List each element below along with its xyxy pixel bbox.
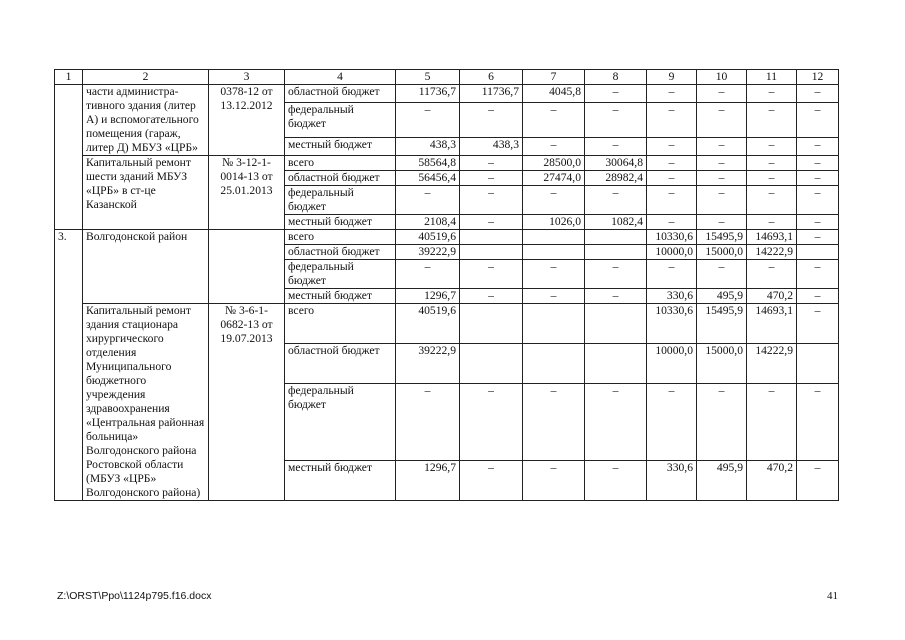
amount-cell: – bbox=[460, 289, 523, 304]
amount-cell: – bbox=[797, 186, 839, 215]
amount-cell: – bbox=[697, 260, 747, 289]
funding-source-cell: областной бюджет bbox=[285, 245, 396, 260]
amount-cell bbox=[523, 245, 585, 260]
funding-source-cell: местный бюджет bbox=[285, 461, 396, 501]
funding-source-cell: всего bbox=[285, 304, 396, 344]
amount-cell: 40519,6 bbox=[396, 230, 460, 245]
amount-cell: – bbox=[797, 461, 839, 501]
amount-cell: – bbox=[523, 103, 585, 138]
amount-cell: – bbox=[697, 85, 747, 103]
amount-cell: – bbox=[460, 260, 523, 289]
object-name-cell: Капитальный ремонт шести зданий МБУЗ «ЦРБ» в ст-це Казанской bbox=[83, 156, 209, 230]
amount-cell bbox=[523, 304, 585, 344]
page-number: 41 bbox=[827, 590, 838, 602]
amount-cell: – bbox=[585, 260, 647, 289]
funding-source-cell: федеральный бюджет bbox=[285, 383, 396, 460]
amount-cell: – bbox=[797, 137, 839, 155]
row-number-cell bbox=[55, 85, 83, 230]
footer-file-path: Z:\ORST\Ppo\1124p795.f16.docx bbox=[57, 590, 212, 602]
amount-cell bbox=[797, 245, 839, 260]
amount-cell: – bbox=[747, 383, 797, 460]
amount-cell: – bbox=[747, 171, 797, 186]
amount-cell: – bbox=[585, 461, 647, 501]
amount-cell: – bbox=[697, 103, 747, 138]
budget-table bbox=[54, 69, 839, 501]
funding-source-cell: федеральный бюджет bbox=[285, 103, 396, 138]
amount-cell: – bbox=[460, 171, 523, 186]
amount-cell: – bbox=[585, 289, 647, 304]
col-header: 2 bbox=[83, 70, 209, 85]
amount-cell: – bbox=[523, 289, 585, 304]
amount-cell: 1082,4 bbox=[585, 215, 647, 230]
object-name-cell: части администра-тивного здания (литер А) и вспомогательного помещения (гараж, литер Д) МБУЗ «ЦРБ» bbox=[83, 85, 209, 156]
amount-cell: 495,9 bbox=[697, 289, 747, 304]
amount-cell: – bbox=[523, 383, 585, 460]
amount-cell: – bbox=[523, 137, 585, 155]
amount-cell: 330,6 bbox=[647, 289, 697, 304]
amount-cell: 1296,7 bbox=[396, 461, 460, 501]
amount-cell: – bbox=[797, 156, 839, 171]
amount-cell: 4045,8 bbox=[523, 85, 585, 103]
amount-cell: – bbox=[460, 156, 523, 171]
table-row bbox=[55, 304, 839, 344]
amount-cell: – bbox=[747, 85, 797, 103]
funding-source-cell: всего bbox=[285, 156, 396, 171]
funding-source-cell: областной бюджет bbox=[285, 171, 396, 186]
col-header: 10 bbox=[697, 70, 747, 85]
amount-cell bbox=[460, 245, 523, 260]
amount-cell: 470,2 bbox=[747, 461, 797, 501]
amount-cell: 2108,4 bbox=[396, 215, 460, 230]
amount-cell: 1296,7 bbox=[396, 289, 460, 304]
amount-cell: 28982,4 bbox=[585, 171, 647, 186]
amount-cell: 14222,9 bbox=[747, 245, 797, 260]
amount-cell: 39222,9 bbox=[396, 343, 460, 383]
amount-cell bbox=[523, 343, 585, 383]
amount-cell: 10330,6 bbox=[647, 304, 697, 344]
col-header: 1 bbox=[55, 70, 83, 85]
amount-cell: – bbox=[647, 260, 697, 289]
amount-cell: – bbox=[396, 103, 460, 138]
amount-cell: – bbox=[523, 461, 585, 501]
expertise-number-cell: 0378-12 от 13.12.2012 bbox=[209, 85, 285, 156]
amount-cell: 10330,6 bbox=[647, 230, 697, 245]
amount-cell: – bbox=[797, 103, 839, 138]
amount-cell: 14693,1 bbox=[747, 304, 797, 344]
amount-cell: – bbox=[747, 215, 797, 230]
amount-cell: – bbox=[460, 103, 523, 138]
amount-cell: 14693,1 bbox=[747, 230, 797, 245]
amount-cell: – bbox=[747, 103, 797, 138]
amount-cell: 10000,0 bbox=[647, 245, 697, 260]
amount-cell: 10000,0 bbox=[647, 343, 697, 383]
amount-cell: 470,2 bbox=[747, 289, 797, 304]
amount-cell: 28500,0 bbox=[523, 156, 585, 171]
amount-cell: 58564,8 bbox=[396, 156, 460, 171]
amount-cell: 438,3 bbox=[460, 137, 523, 155]
amount-cell bbox=[460, 230, 523, 245]
amount-cell bbox=[585, 230, 647, 245]
col-header: 8 bbox=[585, 70, 647, 85]
col-header: 3 bbox=[209, 70, 285, 85]
amount-cell: – bbox=[647, 103, 697, 138]
table-row bbox=[55, 85, 839, 103]
amount-cell: – bbox=[460, 186, 523, 215]
amount-cell: – bbox=[797, 171, 839, 186]
amount-cell: – bbox=[797, 260, 839, 289]
amount-cell: 330,6 bbox=[647, 461, 697, 501]
amount-cell: 27474,0 bbox=[523, 171, 585, 186]
amount-cell: – bbox=[647, 171, 697, 186]
amount-cell: – bbox=[797, 383, 839, 460]
amount-cell: – bbox=[585, 186, 647, 215]
table-row bbox=[55, 156, 839, 171]
expertise-number-cell: № 3-12-1-0014-13 от 25.01.2013 bbox=[209, 156, 285, 230]
amount-cell: – bbox=[697, 383, 747, 460]
amount-cell bbox=[797, 343, 839, 383]
amount-cell bbox=[585, 304, 647, 344]
amount-cell: – bbox=[460, 215, 523, 230]
amount-cell: 495,9 bbox=[697, 461, 747, 501]
amount-cell bbox=[460, 304, 523, 344]
amount-cell: – bbox=[396, 383, 460, 460]
amount-cell: – bbox=[747, 186, 797, 215]
amount-cell: – bbox=[697, 215, 747, 230]
col-header: 11 bbox=[747, 70, 797, 85]
amount-cell: 11736,7 bbox=[460, 85, 523, 103]
col-header: 9 bbox=[647, 70, 697, 85]
amount-cell: – bbox=[523, 186, 585, 215]
expertise-number-cell bbox=[209, 230, 285, 304]
funding-source-cell: федеральный бюджет bbox=[285, 186, 396, 215]
expertise-number-cell: № 3-6-1-0682-13 от 19.07.2013 bbox=[209, 304, 285, 501]
amount-cell: – bbox=[460, 383, 523, 460]
amount-cell: – bbox=[647, 383, 697, 460]
amount-cell: – bbox=[396, 260, 460, 289]
amount-cell: 11736,7 bbox=[396, 85, 460, 103]
amount-cell: – bbox=[647, 215, 697, 230]
amount-cell: – bbox=[647, 156, 697, 171]
amount-cell: – bbox=[747, 137, 797, 155]
table-row bbox=[55, 230, 839, 245]
amount-cell: – bbox=[747, 260, 797, 289]
amount-cell: 56456,4 bbox=[396, 171, 460, 186]
amount-cell: – bbox=[585, 383, 647, 460]
col-header: 12 bbox=[797, 70, 839, 85]
amount-cell: – bbox=[523, 260, 585, 289]
funding-source-cell: областной бюджет bbox=[285, 85, 396, 103]
col-header: 5 bbox=[396, 70, 460, 85]
amount-cell bbox=[585, 245, 647, 260]
amount-cell: – bbox=[647, 85, 697, 103]
amount-cell: – bbox=[797, 85, 839, 103]
amount-cell: – bbox=[697, 171, 747, 186]
funding-source-cell: всего bbox=[285, 230, 396, 245]
amount-cell: – bbox=[797, 230, 839, 245]
amount-cell: – bbox=[697, 137, 747, 155]
amount-cell: 15495,9 bbox=[697, 304, 747, 344]
amount-cell: – bbox=[647, 137, 697, 155]
amount-cell: 438,3 bbox=[396, 137, 460, 155]
col-header: 7 bbox=[523, 70, 585, 85]
amount-cell: – bbox=[797, 304, 839, 344]
col-header: 4 bbox=[285, 70, 396, 85]
amount-cell: 30064,8 bbox=[585, 156, 647, 171]
amount-cell: – bbox=[747, 156, 797, 171]
object-name-cell: Капитальный ремонт здания стационара хирургического отделения Муниципального бюджетного учреждения здравоохранения «Центральная районная больница» Волгодонского района Ростовской области (МБУЗ «ЦРБ» Волгодонского района) bbox=[83, 304, 209, 501]
amount-cell bbox=[460, 343, 523, 383]
amount-cell: 15000,0 bbox=[697, 245, 747, 260]
object-name-cell: Волгодонской район bbox=[83, 230, 209, 304]
amount-cell: – bbox=[585, 85, 647, 103]
table-header-row bbox=[55, 70, 839, 85]
amount-cell: – bbox=[396, 186, 460, 215]
amount-cell: 14222,9 bbox=[747, 343, 797, 383]
amount-cell: – bbox=[697, 186, 747, 215]
amount-cell: – bbox=[585, 103, 647, 138]
funding-source-cell: федеральный бюджет bbox=[285, 260, 396, 289]
amount-cell bbox=[585, 343, 647, 383]
funding-source-cell: местный бюджет bbox=[285, 215, 396, 230]
amount-cell: – bbox=[647, 186, 697, 215]
col-header: 6 bbox=[460, 70, 523, 85]
amount-cell: – bbox=[460, 461, 523, 501]
funding-source-cell: местный бюджет bbox=[285, 289, 396, 304]
amount-cell: 39222,9 bbox=[396, 245, 460, 260]
row-number-cell: 3. bbox=[55, 230, 83, 501]
amount-cell: 40519,6 bbox=[396, 304, 460, 344]
funding-source-cell: местный бюджет bbox=[285, 137, 396, 155]
amount-cell bbox=[523, 230, 585, 245]
amount-cell: 15000,0 bbox=[697, 343, 747, 383]
amount-cell: – bbox=[797, 215, 839, 230]
amount-cell: – bbox=[797, 289, 839, 304]
amount-cell: – bbox=[697, 156, 747, 171]
funding-source-cell: областной бюджет bbox=[285, 343, 396, 383]
amount-cell: – bbox=[585, 137, 647, 155]
amount-cell: 1026,0 bbox=[523, 215, 585, 230]
amount-cell: 15495,9 bbox=[697, 230, 747, 245]
